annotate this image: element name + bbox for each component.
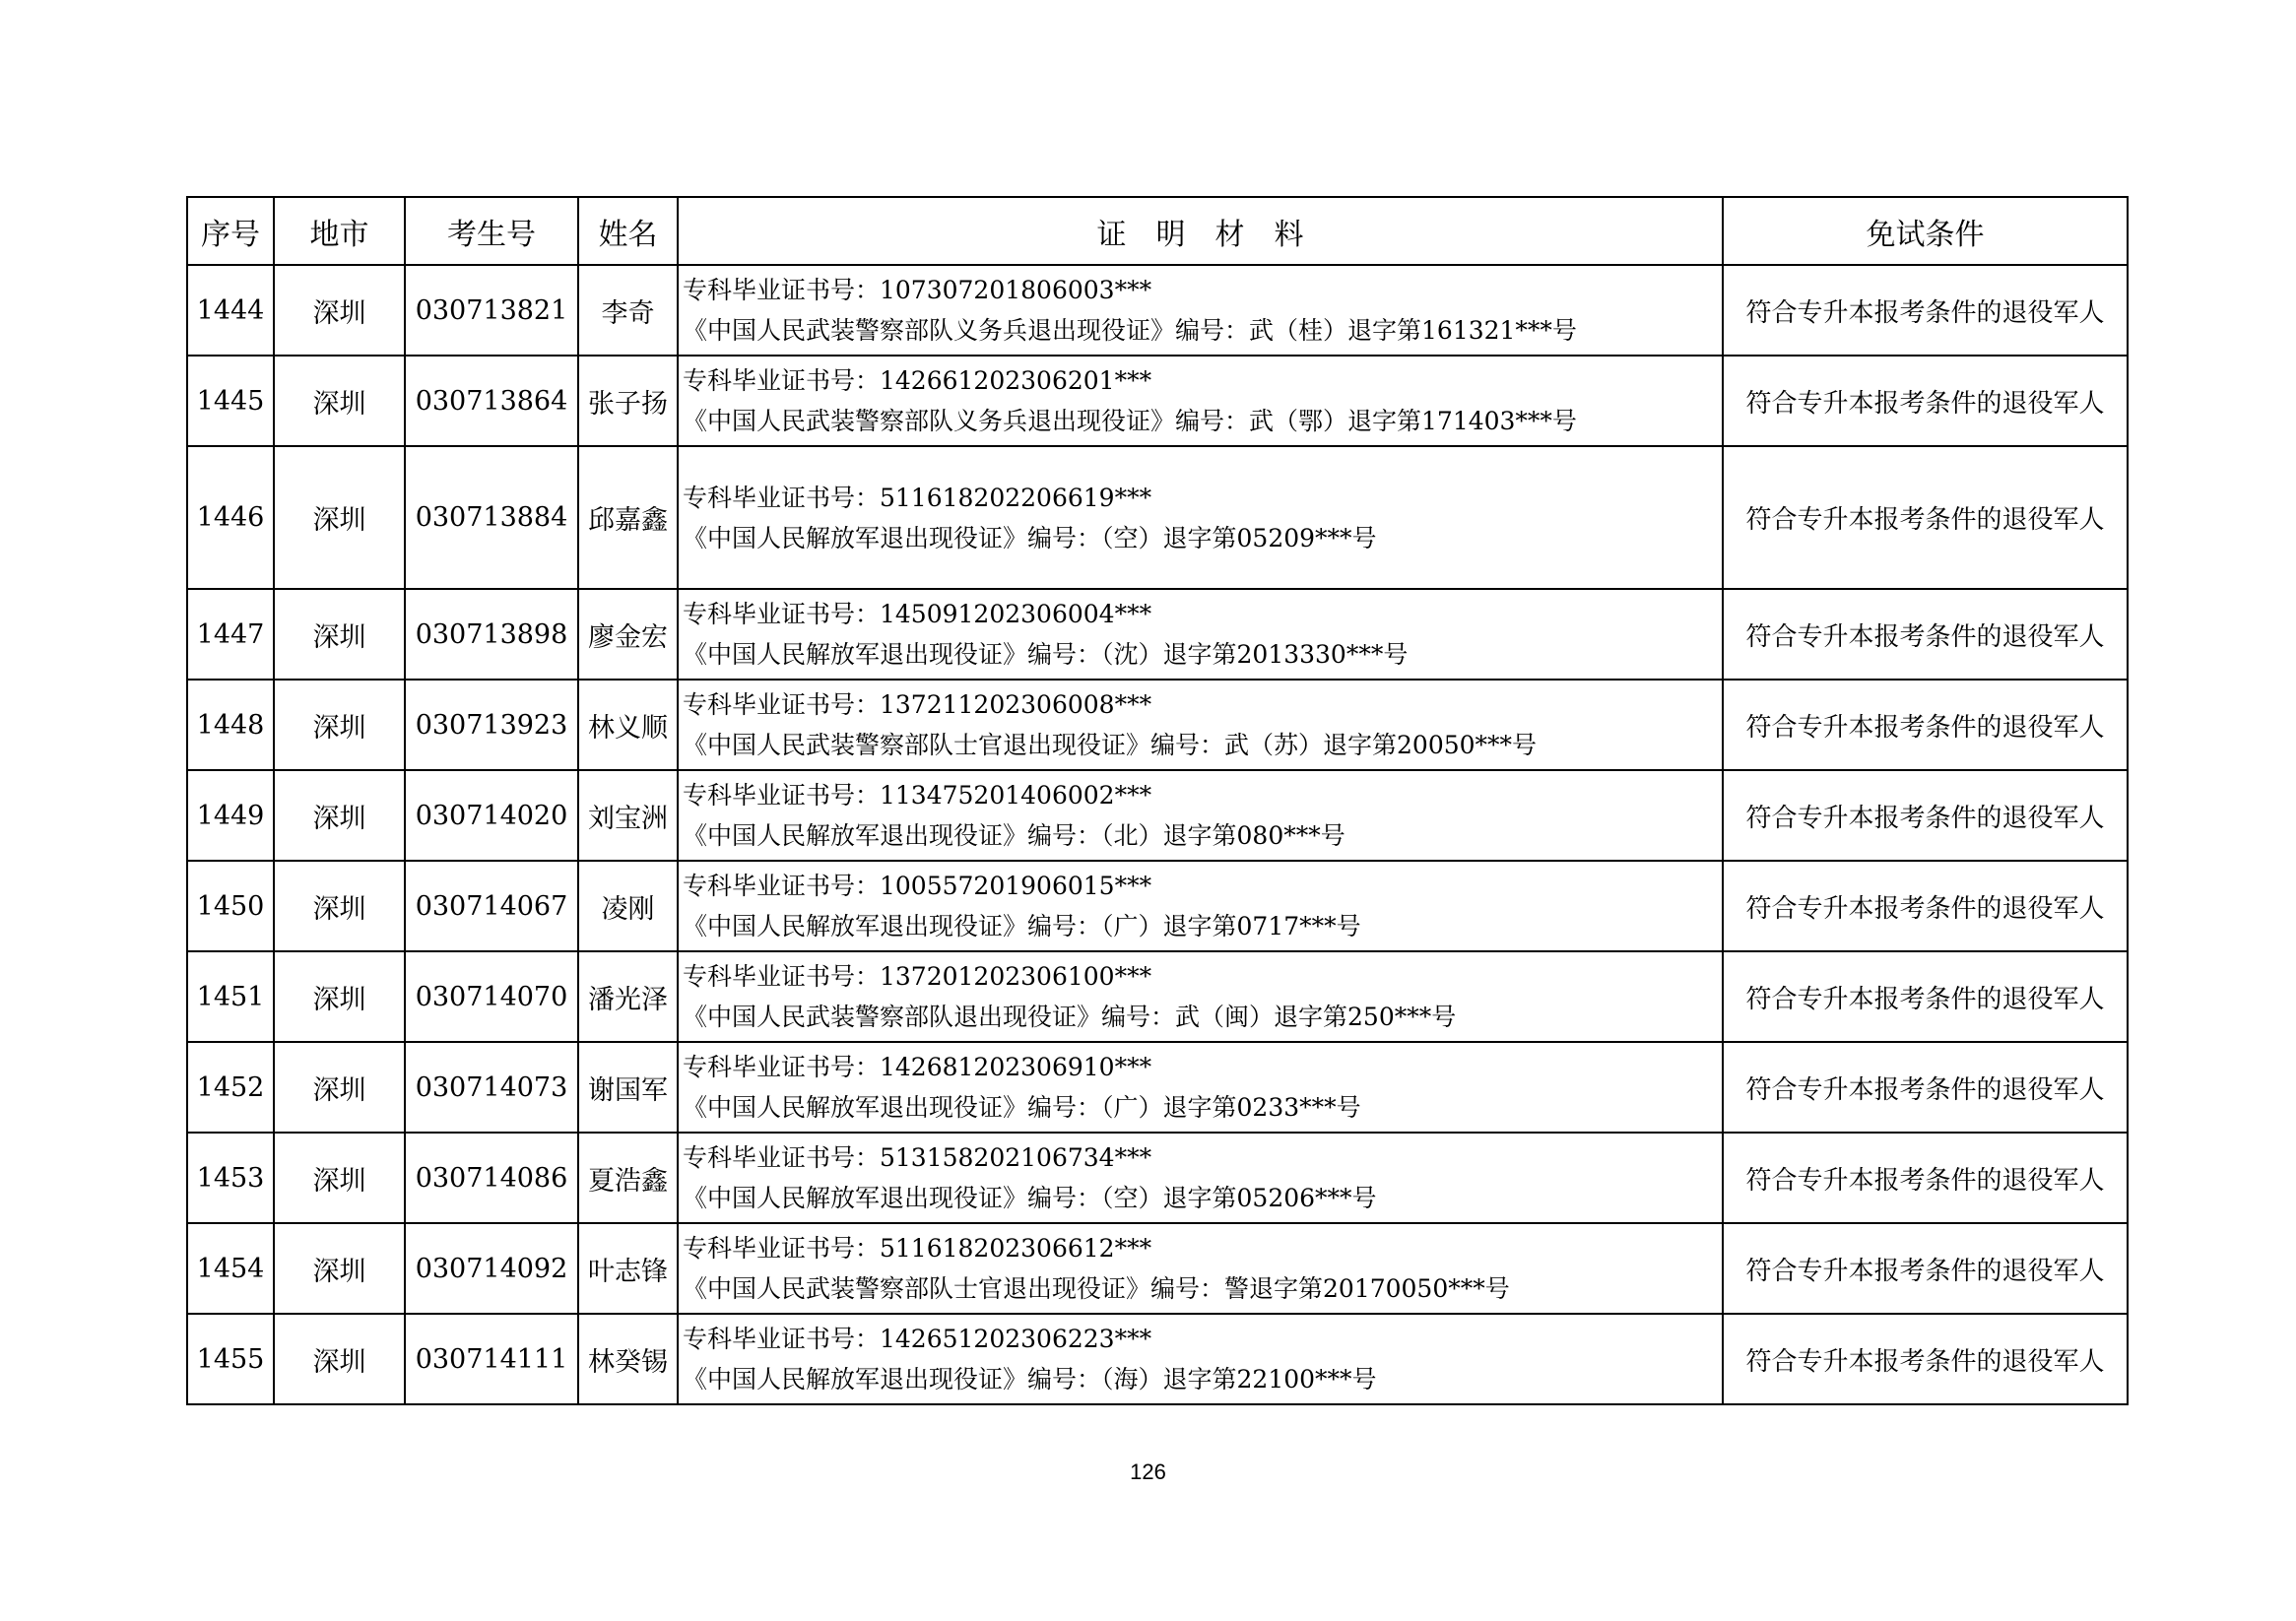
cell-condition: 符合专升本报考条件的退役军人 (1723, 1223, 2128, 1314)
discharge-certificate-line: 《中国人民武装警察部队义务兵退出现役证》编号：武（鄂）退字第171403***号 (683, 407, 1577, 435)
cell-seq: 1453 (187, 1133, 274, 1223)
cell-exam-no: 030714111 (405, 1314, 578, 1404)
graduation-certificate-line: 专科毕业证书号：142681202306910*** (683, 1053, 1152, 1081)
cell-seq: 1450 (187, 861, 274, 951)
cell-seq: 1452 (187, 1042, 274, 1133)
cell-name: 林义顺 (578, 680, 678, 770)
cell-material (678, 861, 1723, 951)
table-row (187, 1223, 2128, 1314)
cell-seq: 1447 (187, 589, 274, 680)
cell-condition: 符合专升本报考条件的退役军人 (1723, 861, 2128, 951)
discharge-certificate-line: 《中国人民解放军退出现役证》编号：（空）退字第05209***号 (683, 523, 1377, 552)
cell-exam-no: 030714092 (405, 1223, 578, 1314)
header-city: 地市 (274, 197, 405, 265)
page-number: 126 (1130, 1459, 1166, 1484)
cell-material (678, 446, 1723, 589)
cell-exam-no: 030713821 (405, 265, 578, 356)
cell-condition: 符合专升本报考条件的退役军人 (1723, 770, 2128, 861)
table-row (187, 680, 2128, 770)
cell-exam-no: 030713884 (405, 446, 578, 589)
cell-city: 深圳 (274, 446, 405, 589)
cell-name: 凌刚 (578, 861, 678, 951)
cell-material (678, 680, 1723, 770)
cell-condition: 符合专升本报考条件的退役军人 (1723, 951, 2128, 1042)
header-exam-no: 考生号 (405, 197, 578, 265)
discharge-certificate-line: 《中国人民武装警察部队退出现役证》编号：武（闽）退字第250***号 (683, 1003, 1457, 1031)
cell-name: 邱嘉鑫 (578, 446, 678, 589)
table-row (187, 1042, 2128, 1133)
discharge-certificate-line: 《中国人民解放军退出现役证》编号：（广）退字第0717***号 (683, 912, 1361, 940)
cell-exam-no: 030714020 (405, 770, 578, 861)
cell-condition: 符合专升本报考条件的退役军人 (1723, 589, 2128, 680)
cell-city: 深圳 (274, 1314, 405, 1404)
header-condition: 免试条件 (1723, 197, 2128, 265)
cell-name: 夏浩鑫 (578, 1133, 678, 1223)
cell-city: 深圳 (274, 861, 405, 951)
discharge-certificate-line: 《中国人民解放军退出现役证》编号：（沈）退字第2013330***号 (683, 640, 1409, 669)
exemption-roster-table (186, 196, 2129, 1405)
cell-condition: 符合专升本报考条件的退役军人 (1723, 356, 2128, 446)
discharge-certificate-line: 《中国人民武装警察部队士官退出现役证》编号：警退字第20170050***号 (683, 1274, 1510, 1303)
cell-exam-no: 030714070 (405, 951, 578, 1042)
table-header-row (187, 197, 2128, 265)
graduation-certificate-line: 专科毕业证书号：511618202306612*** (683, 1234, 1152, 1263)
cell-condition: 符合专升本报考条件的退役军人 (1723, 1133, 2128, 1223)
cell-city: 深圳 (274, 589, 405, 680)
cell-material (678, 265, 1723, 356)
discharge-certificate-line: 《中国人民武装警察部队义务兵退出现役证》编号：武（桂）退字第161321***号 (683, 316, 1577, 345)
cell-city: 深圳 (274, 1223, 405, 1314)
cell-exam-no: 030713898 (405, 589, 578, 680)
table-row (187, 356, 2128, 446)
graduation-certificate-line: 专科毕业证书号：107307201806003*** (683, 276, 1152, 304)
graduation-certificate-line: 专科毕业证书号：142661202306201*** (683, 366, 1152, 395)
cell-seq: 1454 (187, 1223, 274, 1314)
cell-exam-no: 030714067 (405, 861, 578, 951)
cell-exam-no: 030713923 (405, 680, 578, 770)
cell-name: 张子扬 (578, 356, 678, 446)
discharge-certificate-line: 《中国人民解放军退出现役证》编号：（北）退字第080***号 (683, 821, 1345, 850)
table-row (187, 770, 2128, 861)
cell-seq: 1449 (187, 770, 274, 861)
header-name: 姓名 (578, 197, 678, 265)
cell-material (678, 770, 1723, 861)
discharge-certificate-line: 《中国人民解放军退出现役证》编号：（空）退字第05206***号 (683, 1184, 1377, 1212)
cell-material (678, 951, 1723, 1042)
table-body (187, 265, 2128, 1404)
graduation-certificate-line: 专科毕业证书号：511618202206619*** (683, 483, 1152, 512)
cell-seq: 1455 (187, 1314, 274, 1404)
table-row (187, 589, 2128, 680)
table-row (187, 1314, 2128, 1404)
header-seq: 序号 (187, 197, 274, 265)
cell-name: 廖金宏 (578, 589, 678, 680)
cell-city: 深圳 (274, 770, 405, 861)
graduation-certificate-line: 专科毕业证书号：137201202306100*** (683, 962, 1152, 991)
cell-name: 叶志锋 (578, 1223, 678, 1314)
cell-city: 深圳 (274, 680, 405, 770)
graduation-certificate-line: 专科毕业证书号：142651202306223*** (683, 1325, 1152, 1353)
table-row (187, 446, 2128, 589)
table-row (187, 951, 2128, 1042)
cell-seq: 1445 (187, 356, 274, 446)
cell-city: 深圳 (274, 951, 405, 1042)
cell-seq: 1448 (187, 680, 274, 770)
cell-material (678, 589, 1723, 680)
graduation-certificate-line: 专科毕业证书号：137211202306008*** (683, 690, 1152, 719)
cell-condition: 符合专升本报考条件的退役军人 (1723, 265, 2128, 356)
discharge-certificate-line: 《中国人民武装警察部队士官退出现役证》编号：武（苏）退字第20050***号 (683, 731, 1538, 759)
cell-city: 深圳 (274, 356, 405, 446)
cell-condition: 符合专升本报考条件的退役军人 (1723, 1314, 2128, 1404)
cell-material (678, 1223, 1723, 1314)
cell-condition: 符合专升本报考条件的退役军人 (1723, 1042, 2128, 1133)
cell-name: 林癸锡 (578, 1314, 678, 1404)
cell-exam-no: 030713864 (405, 356, 578, 446)
cell-name: 潘光泽 (578, 951, 678, 1042)
table-row (187, 1133, 2128, 1223)
cell-condition: 符合专升本报考条件的退役军人 (1723, 680, 2128, 770)
cell-city: 深圳 (274, 265, 405, 356)
cell-name: 李奇 (578, 265, 678, 356)
header-material: 证 明 材 料 (678, 197, 1723, 265)
cell-seq: 1444 (187, 265, 274, 356)
discharge-certificate-line: 《中国人民解放军退出现役证》编号：（海）退字第22100***号 (683, 1365, 1377, 1394)
cell-material (678, 1314, 1723, 1404)
graduation-certificate-line: 专科毕业证书号：513158202106734*** (683, 1143, 1152, 1172)
table-row (187, 861, 2128, 951)
cell-name: 刘宝洲 (578, 770, 678, 861)
cell-seq: 1446 (187, 446, 274, 589)
cell-material (678, 1042, 1723, 1133)
cell-material (678, 356, 1723, 446)
graduation-certificate-line: 专科毕业证书号：100557201906015*** (683, 872, 1152, 900)
cell-seq: 1451 (187, 951, 274, 1042)
cell-exam-no: 030714073 (405, 1042, 578, 1133)
graduation-certificate-line: 专科毕业证书号：113475201406002*** (683, 781, 1152, 810)
discharge-certificate-line: 《中国人民解放军退出现役证》编号：（广）退字第0233***号 (683, 1093, 1361, 1122)
cell-material (678, 1133, 1723, 1223)
cell-city: 深圳 (274, 1133, 405, 1223)
graduation-certificate-line: 专科毕业证书号：145091202306004*** (683, 600, 1152, 628)
cell-city: 深圳 (274, 1042, 405, 1133)
cell-exam-no: 030714086 (405, 1133, 578, 1223)
table-row (187, 265, 2128, 356)
cell-name: 谢国军 (578, 1042, 678, 1133)
cell-condition: 符合专升本报考条件的退役军人 (1723, 446, 2128, 589)
